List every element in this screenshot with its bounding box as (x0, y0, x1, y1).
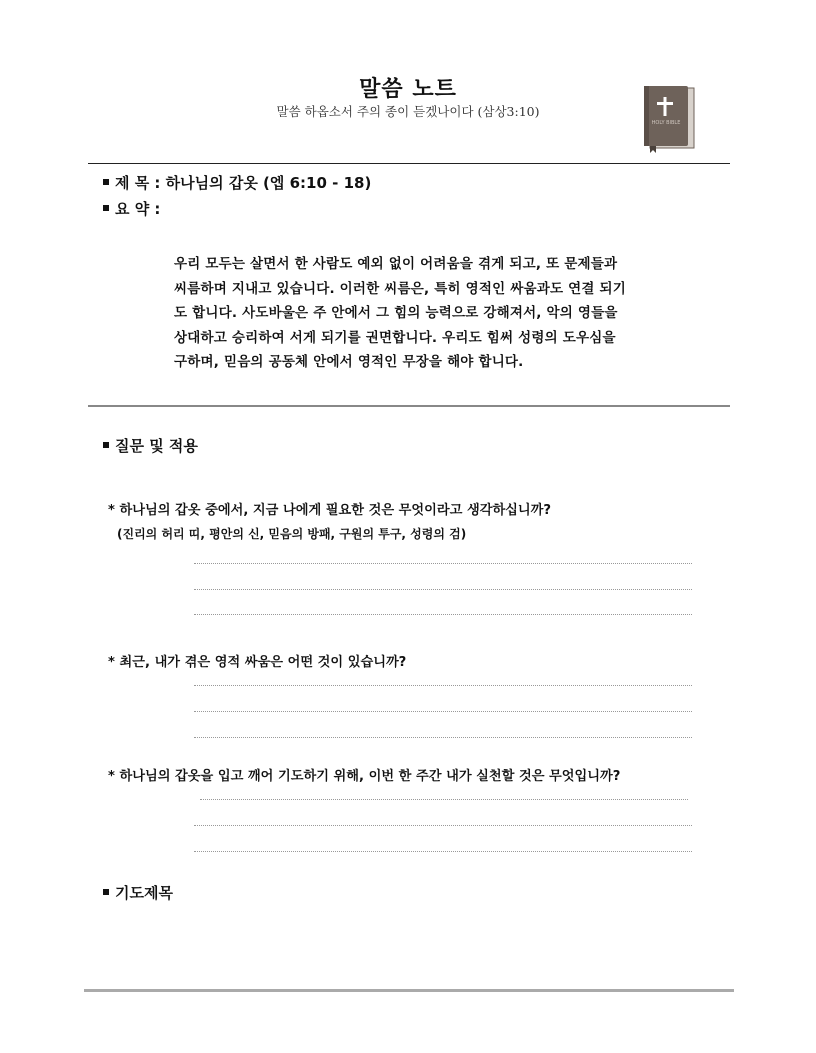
summary-line: 상대하고 승리하여 서게 되기를 권면합니다. 우리도 힘써 성령의 도우심을 (174, 329, 616, 346)
summary-line: 씨름하며 지내고 있습니다. 이러한 씨름은, 특히 영적인 싸움과도 연결 되기 (174, 280, 626, 297)
question-1: * 하나님의 갑옷 중에서, 지금 나에게 필요한 것은 무엇이라고 생각하십니까? (108, 503, 552, 518)
top-divider (88, 163, 730, 164)
answer-line[interactable] (194, 825, 692, 826)
answer-line[interactable] (194, 563, 692, 564)
question-2: * 최근, 내가 겪은 영적 싸움은 어떤 것이 있습니까? (108, 655, 407, 670)
questions-heading: 질문 및 적용 (103, 435, 198, 456)
square-bullet-icon (103, 205, 109, 211)
page-subtitle: 말씀 하옵소서 주의 종이 듣겠나이다 (삼상3:10) (276, 104, 540, 119)
answer-line[interactable] (200, 799, 688, 800)
square-bullet-icon (103, 889, 109, 895)
answer-line[interactable] (194, 851, 692, 852)
page-title: 말씀 노트 (359, 77, 457, 102)
answer-line[interactable] (194, 711, 692, 712)
answer-line[interactable] (194, 737, 692, 738)
answer-line[interactable] (194, 614, 692, 615)
bottom-divider (84, 989, 734, 992)
answer-line[interactable] (194, 589, 692, 590)
summary-label: 요 약 : (103, 198, 160, 219)
topic-title: 제 목 : 하나님의 갑옷 (엡 6:10 - 18) (103, 172, 371, 193)
square-bullet-icon (103, 442, 109, 448)
summary-text (174, 252, 688, 375)
summary-line: 우리 모두는 살면서 한 사람도 예외 없이 어려움을 겪게 되고, 또 문제들과 (174, 256, 618, 272)
bible-icon (640, 84, 696, 154)
question-1-hint: (진리의 허리 띠, 평안의 신, 믿음의 방패, 구원의 투구, 성령의 검) (117, 527, 467, 541)
square-bullet-icon (103, 179, 109, 185)
section-divider (88, 405, 730, 407)
question-3: * 하나님의 갑옷을 입고 깨어 기도하기 위해, 이번 한 주간 내가 실천할 것은 무엇입니까? (108, 769, 621, 784)
summary-line: 구하며, 믿음의 공동체 안에서 영적인 무장을 해야 합니다. (174, 354, 524, 370)
prayer-heading: 기도제목 (103, 882, 173, 903)
svg-text:HOLY BIBLE: HOLY BIBLE (651, 120, 681, 126)
summary-line: 도 합니다. 사도바울은 주 안에서 그 힘의 능력으로 강해져서, 악의 영들을 (174, 305, 618, 321)
answer-line[interactable] (194, 685, 692, 686)
